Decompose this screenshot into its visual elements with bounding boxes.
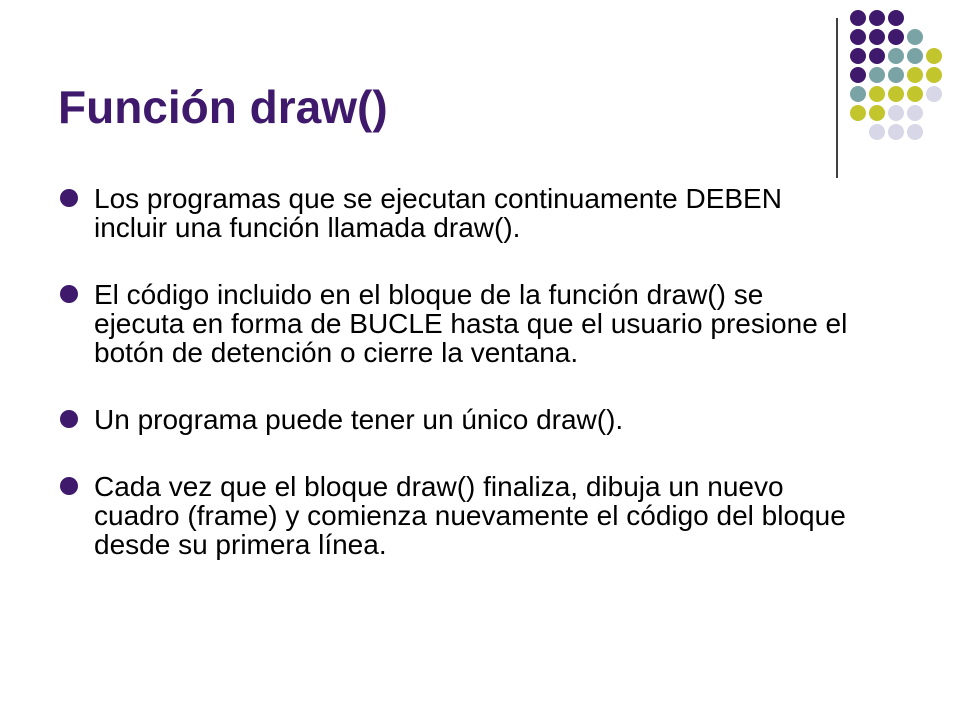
bullet-icon — [60, 189, 78, 207]
decor-dot-purple — [869, 29, 885, 45]
decor-dot-purple — [869, 48, 885, 64]
decor-dot-teal — [888, 48, 904, 64]
title-divider — [836, 18, 838, 178]
decor-dot-purple — [888, 10, 904, 26]
decor-dot-purple — [850, 48, 866, 64]
slide-title: Función draw() — [58, 81, 388, 133]
decor-dot-olive — [850, 105, 866, 121]
decor-dot-olive — [907, 86, 923, 102]
decor-dot-purple — [850, 10, 866, 26]
bullet-text: Un programa puede tener un único draw(). — [94, 404, 624, 435]
decor-dot-lavender — [888, 105, 904, 121]
decor-dot-lavender — [888, 124, 904, 140]
decor-dot-olive — [888, 86, 904, 102]
decor-dot-lavender — [869, 124, 885, 140]
bullet-item — [60, 184, 860, 242]
decor-dot-purple — [888, 29, 904, 45]
decor-dot-olive — [907, 67, 923, 83]
decor-dot-purple — [869, 10, 885, 26]
decor-dot-teal — [850, 86, 866, 102]
bullet-icon — [60, 477, 78, 495]
decorative-dot-grid — [850, 10, 950, 160]
decor-dot-olive — [869, 105, 885, 121]
decor-dot-teal — [907, 29, 923, 45]
bullet-text: Cada vez que el bloque draw() finaliza, dibuja un nuevo cuadro (frame) y comienza nuevamente el código del bloque desde su primera línea. — [94, 471, 846, 560]
decor-dot-teal — [888, 67, 904, 83]
decor-dot-teal — [869, 67, 885, 83]
bullet-text: El código incluido en el bloque de la función draw() se ejecuta en forma de BUCLE hasta que el usuario presione el botón de detención o cierre la ventana. — [94, 279, 848, 368]
decor-dot-olive — [869, 86, 885, 102]
decor-dot-olive — [926, 67, 942, 83]
bullet-item — [60, 405, 860, 434]
decor-dot-teal — [907, 48, 923, 64]
bullet-text: Los programas que se ejecutan continuamente DEBEN incluir una función llamada draw(). — [94, 183, 782, 243]
decor-dot-lavender — [926, 86, 942, 102]
decor-dot-purple — [850, 67, 866, 83]
bullet-list — [60, 184, 860, 597]
bullet-item — [60, 472, 860, 559]
decor-dot-olive — [926, 48, 942, 64]
decor-dot-lavender — [907, 124, 923, 140]
decor-dot-lavender — [907, 105, 923, 121]
decor-dot-purple — [850, 29, 866, 45]
bullet-item — [60, 280, 860, 367]
bullet-icon — [60, 410, 78, 428]
bullet-icon — [60, 285, 78, 303]
